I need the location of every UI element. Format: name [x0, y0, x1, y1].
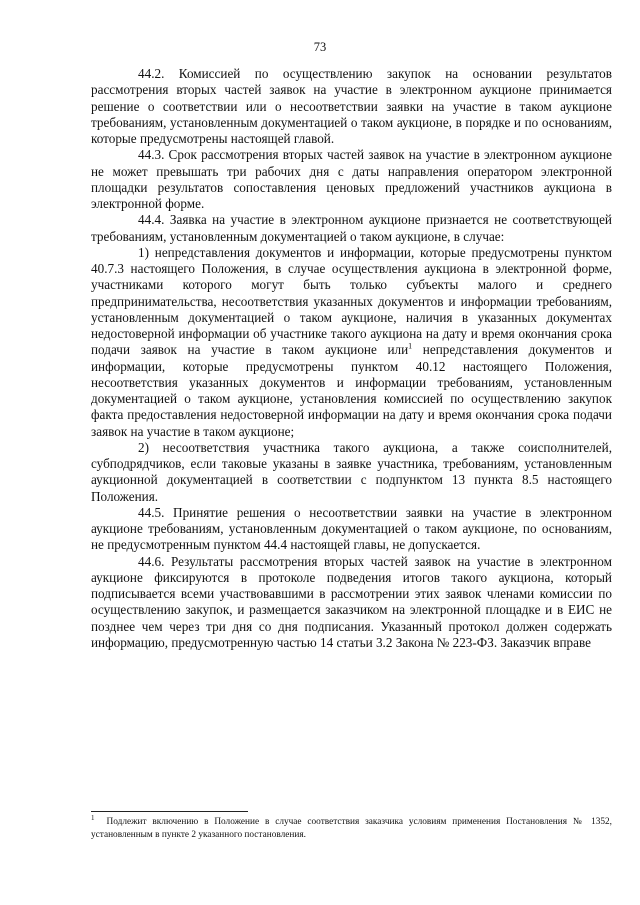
- paragraph-44-2: 44.2. Комиссией по осуществлению закупок на основании результатов рассмотрения вторых частей заявок на участие в электронном аукционе принимается решение о соответствии или о несоответствии заявки на участие в таком аукционе требованиям, установленным документацией о таком аукционе, в порядке и по основаниям, которые предусмотрены настоящей главой.: [91, 66, 612, 146]
- footnote: [91, 813, 612, 842]
- page-number: 73: [313, 40, 327, 54]
- list-item-1: [91, 245, 612, 440]
- paragraph-44-6: 44.6. Результаты рассмотрения вторых частей заявок на участие в электронном аукционе фиксируются в протоколе подведения итогов такого аукциона, который подписывается всеми участвовавшими в рассмотрении этих заявок членами комиссии по осуществлению закупок, и размещается заказчиком на электронной площадке и в ЕИС не позднее чем через три дня со дня подписания. Указанный протокол должен содержать информацию, предусмотренную частью 14 статьи 3.2 Закона № 223-ФЗ. Заказчик вправе: [91, 553, 612, 650]
- paragraph-44-4: 44.4. Заявка на участие в электронном аукционе признается не соответствующей требованиям, установленным документацией о таком аукционе, в случае:: [91, 212, 612, 244]
- paragraph-44-3: 44.3. Срок рассмотрения вторых частей заявок на участие в электронном аукционе не может превышать три рабочих дня с даты направления оператором электронной площадки результатов сопоставления ценовых предложений участников аукциона в электронной форме.: [91, 147, 612, 211]
- footnote-separator: [91, 811, 248, 812]
- footnote-mark: 1: [91, 813, 95, 822]
- list-item-1-text-a: 1) непредставления документов и информации, которые предусмотрены пунктом 40.7.3 настоящего Положения, в случае осуществления аукциона в электронной форме, участниками которого могут быть только субъекты малого и среднего предпринимательства, несоответствия указанных документов и информации требованиям, установленным документацией о таком аукционе, наличия в указанных документах недостоверной информации об участнике такого аукциона на дату и время окончания срока подачи заявок на участие в таком аукционе или: [91, 244, 612, 358]
- footnote-reference: 1: [408, 341, 413, 351]
- document-body: [91, 66, 612, 651]
- list-item-1-text-b: непредставления документов и информации, которые предусмотрены пунктом 40.12 настоящего Положения, несоответствия указанных документов и информации требованиям, установленным документацией о таком аукционе, установления комиссией по осуществлению закупок факта предоставления недостоверной информации на дату и время окончания срока подачи заявок на участие в таком аукционе;: [91, 342, 612, 439]
- paragraph-44-5: 44.5. Принятие решения о несоответствии заявки на участие в электронном аукционе требованиям, установленным документацией о таком аукционе, по основаниям, не предусмотренным пунктом 44.4 настоящей главы, не допускается.: [91, 504, 612, 553]
- list-item-2: 2) несоответствия участника такого аукциона, а также соисполнителей, субподрядчиков, если таковые указаны в заявке участника, требованиям, установленным аукционной документацией в соответствии с подпунктом 13 пункта 8.5 настоящего Положения.: [91, 439, 612, 504]
- footnote-text: Подлежит включению в Положение в случае соответствия заказчика условиям применения Постановления № 1352, установленным в пункте 2 указанного постановления.: [91, 817, 612, 840]
